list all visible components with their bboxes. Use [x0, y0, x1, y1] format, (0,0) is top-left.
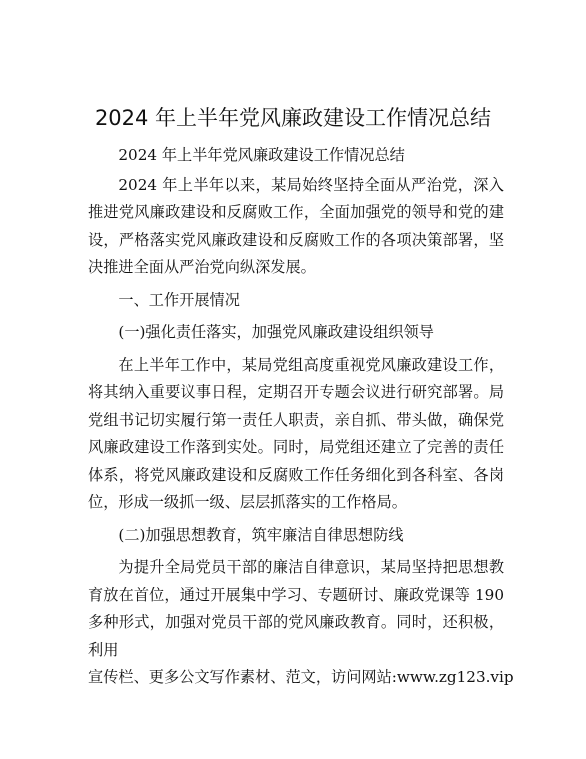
responsibility-paragraph: 在上半年工作中，某局党组高度重视党风廉政建设工作，将其纳入重要议事日程，定期召开专题会议进行研究部署。局党组书记切实履行第一责任人职责，亲自抓、带头做，确保党风廉政建设工作落到实处。同时，局党组还建立了完善的责任体系，将党风廉政建设和反腐败工作任务细化到各科室、各岗位，形成一级抓一级、层层抓落实的工作格局。	[88, 355, 504, 511]
document-subtitle: 2024 年上半年党风廉政建设工作情况总结	[118, 146, 405, 164]
education-paragraph: 为提升全局党员干部的廉洁自律意识，某局坚持把思想教育放在首位，通过开展集中学习、专题研讨、廉政党课等 190 多种形式，加强对党员干部的党风廉政教育。同时，还积极，利用	[88, 558, 504, 659]
website-line: 宣传栏、更多公文写作素材、范文，访问网站:www.zg123.vip	[88, 668, 514, 686]
intro-paragraph: 2024 年上半年以来，某局始终坚持全面从严治党，深入推进党风廉政建设和反腐败工作，全面加强党的领导和党的建设，严格落实党风廉政建设和反腐败工作的各项决策部署，坚决推进全面从严治党向纵深发展。	[88, 175, 504, 276]
document-title: 2024 年上半年党风廉政建设工作情况总结	[94, 106, 492, 130]
subsection-heading-responsibility: (一)强化责任落实，加强党风廉政建设组织领导	[118, 323, 434, 341]
document-body	[88, 142, 514, 692]
subsection-heading-education: (二)加强思想教育，筑牢廉洁自律思想防线	[118, 525, 404, 544]
section-heading-work: 一、工作开展情况	[118, 290, 240, 309]
